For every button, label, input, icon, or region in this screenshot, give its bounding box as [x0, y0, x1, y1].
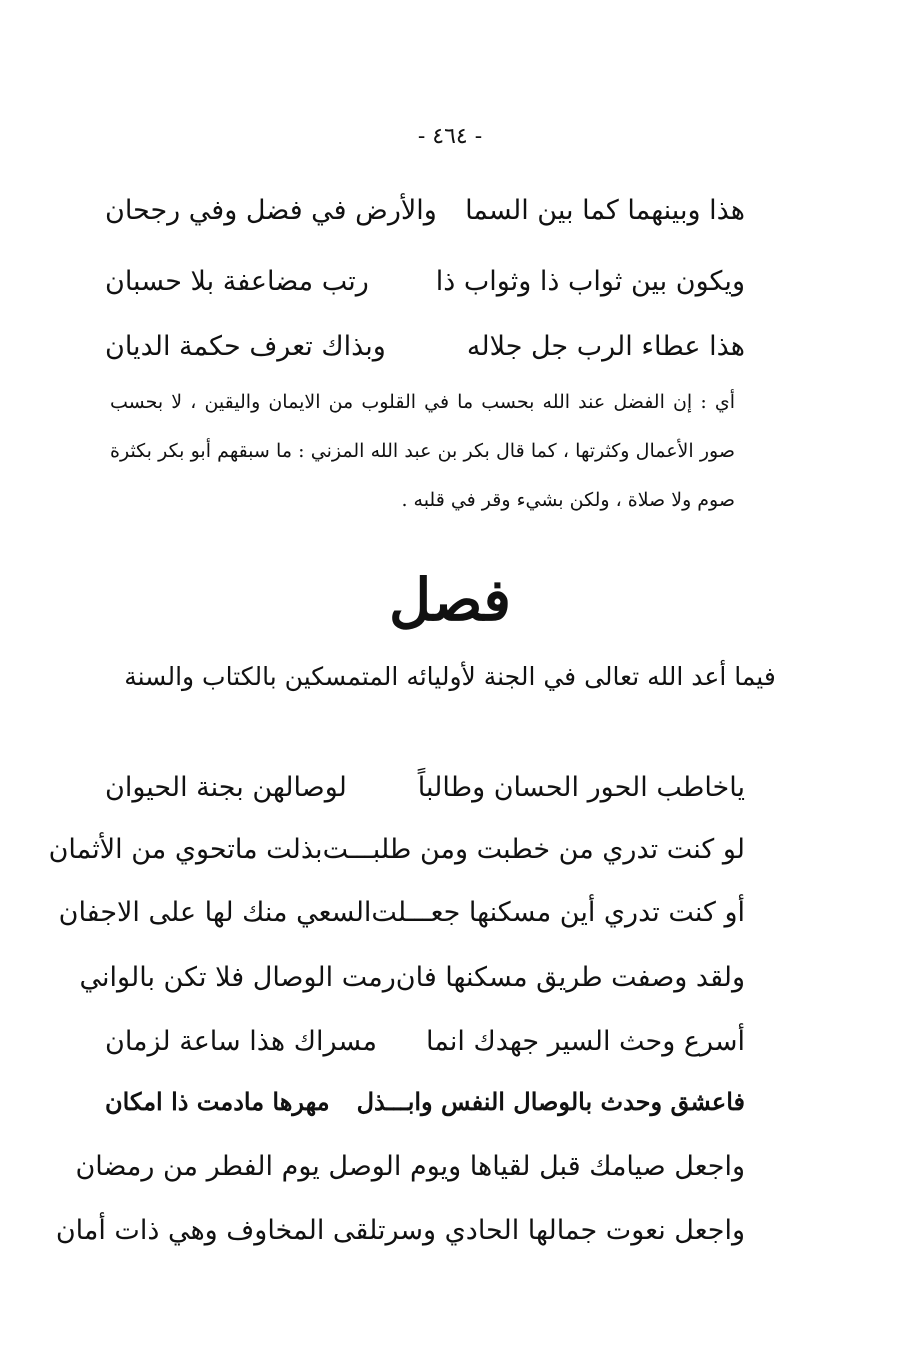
- verse-second-hemistich: السعي منك لها على الاجفان: [58, 897, 372, 928]
- verse-second-hemistich: م الوصل يوم الفطر من رمضان: [75, 1151, 427, 1182]
- verse-line: [105, 331, 745, 362]
- verse-line: [105, 1087, 745, 1116]
- verse-second-hemistich: رتب مضاعفة بلا حسبان: [105, 266, 369, 297]
- verse-second-hemistich: مهرها مادمت ذا امكان: [105, 1087, 330, 1116]
- verse-line: [105, 1026, 745, 1057]
- verse-second-hemistich: والأرض في فضل وفي رجحان: [105, 195, 437, 226]
- page-number: - ٤٦٤ -: [417, 124, 483, 149]
- verse-line: [105, 772, 745, 803]
- verse-first-hemistich: أسرع وحث السير جهدك انما: [426, 1026, 745, 1057]
- verse-second-hemistich: لوصالهن بجنة الحيوان: [105, 772, 347, 803]
- verse-line: [55, 1215, 745, 1246]
- verse-line: [48, 834, 745, 865]
- verse-second-hemistich: بذلت ماتحوي من الأثمان: [48, 834, 323, 865]
- verse-line: [75, 1151, 745, 1182]
- verse-first-hemistich: هذا عطاء الرب جل جلاله: [466, 331, 745, 362]
- verse-first-hemistich: واجعل نعوت جمالها الحادي وسر: [385, 1215, 745, 1246]
- verse-first-hemistich: فاعشق وحدث بالوصال النفس وابـــذل: [356, 1087, 745, 1116]
- verse-second-hemistich: مسراك هذا ساعة لزمان: [105, 1026, 377, 1057]
- verse-first-hemistich: واجعل صيامك قبل لقياها ويو: [426, 1151, 745, 1182]
- verse-first-hemistich: هذا وبينهما كما بين السما: [465, 195, 745, 226]
- verse-first-hemistich: ويكون بين ثواب ذا وثواب ذا: [435, 266, 745, 297]
- verse-first-hemistich: ياخاطب الحور الحسان وطالباً: [417, 772, 745, 803]
- verse-second-hemistich: رمت الوصال فلا تكن بالواني: [79, 962, 396, 993]
- verse-first-hemistich: ولقد وصفت طريق مسكنها فان: [395, 962, 745, 993]
- verse-line: [79, 962, 745, 993]
- section-subheading: فيما أعد الله تعالى في الجنة لأوليائه المتمسكين بالكتاب والسنة: [124, 662, 776, 691]
- verse-line: [105, 195, 745, 226]
- verse-second-hemistich: تلقى المخاوف وهي ذات أمان: [55, 1215, 386, 1246]
- section-heading: فصل: [389, 566, 511, 634]
- verse-second-hemistich: وبذاك تعرف حكمة الديان: [105, 331, 386, 362]
- verse-first-hemistich: أو كنت تدري أين مسكنها جعـــلت: [371, 897, 745, 928]
- commentary-paragraph: أي : إن الفضل عند الله بحسب ما في القلوب من الايمان واليقين ، لا بحسب صور الأعمال وكثرتها ، كما قال بكر بن عبد الله المزني : ما سبقهم أبو بكر بكثرة صوم ولا صلاة ، ولكن بشيء وقر في قلبه .: [110, 391, 735, 511]
- verse-line: [105, 266, 745, 297]
- verse-line: [58, 897, 745, 928]
- verse-first-hemistich: لو كنت تدري من خطبت ومن طلبـــت: [322, 834, 745, 865]
